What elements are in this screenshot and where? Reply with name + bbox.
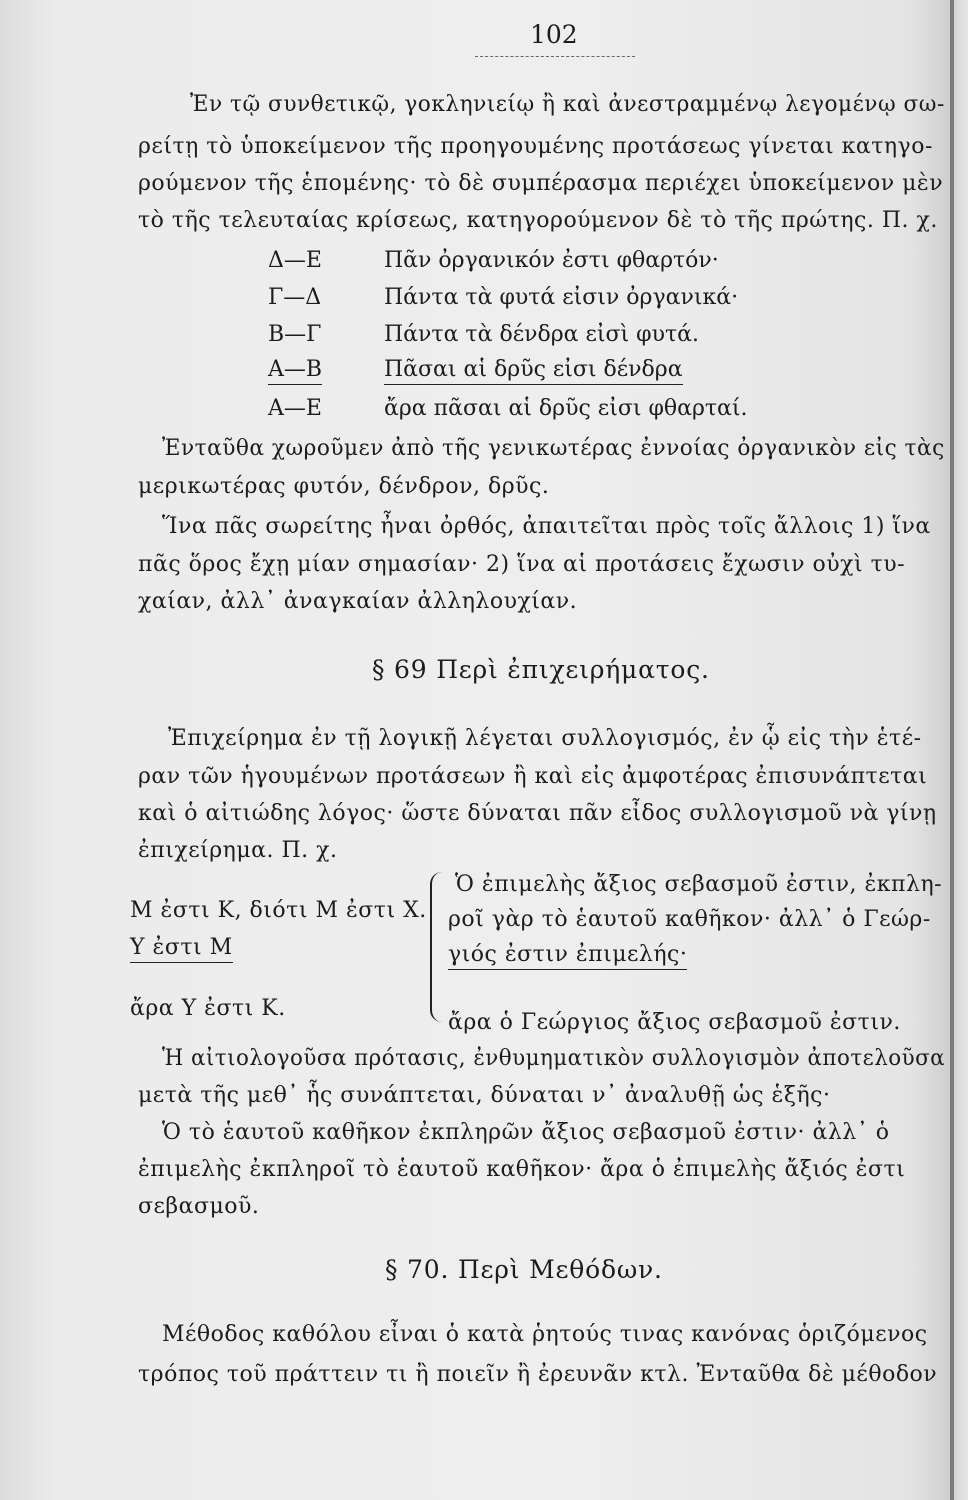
sorites-letters-2: Γ—Δ	[268, 285, 322, 310]
sorites-letters-3: Β—Γ	[268, 322, 322, 347]
page-edge	[950, 0, 954, 1500]
para4-line-4: ἐπιχείρημα. Π. χ.	[138, 838, 338, 863]
para3-line-2: πᾶς ὅρος ἔχῃ μίαν σημασίαν· 2) ἵνα αἱ προτάσεις ἔχωσιν οὐχὶ τυ-	[138, 552, 906, 577]
epi-right-line-1: Ὁ ἐπιμελὴς ἄξιος σεβασμοῦ ἐστιν, ἐκπλη-	[455, 872, 943, 897]
epi-right-line-4: ἄρα ὁ Γεώργιος ἄξιος σεβασμοῦ ἐστιν.	[448, 1010, 901, 1035]
epi-left-line-2: Υ ἐστι Μ	[130, 935, 233, 963]
para6-line-2: τρόπος τοῦ πράττειν τι ἢ ποιεῖν ἢ ἐρευνᾶν κτλ. Ἐνταῦθα δὲ μέθοδον	[138, 1362, 938, 1387]
para6-line-1: Μέθοδος καθόλου εἶναι ὁ κατὰ ῥητούς τινας κανόνας ὁριζόμενος	[162, 1322, 928, 1347]
sorites-text-4: Πᾶσαι αἱ δρῦς εἰσι δένδρα	[384, 357, 683, 385]
epi-right-line-3: γιός ἐστιν ἐπιμελής·	[448, 942, 687, 970]
section-69-heading: § 69 Περὶ ἐπιχειρήματος.	[372, 655, 710, 684]
epi-left-line-3: ἄρα Υ ἐστι Κ.	[130, 996, 286, 1021]
sorites-letters-4: Α—Β	[268, 357, 322, 385]
epi-left-line-1: Μ ἐστι Κ, διότι Μ ἐστι Χ.	[130, 898, 427, 923]
sorites-text-2: Πάντα τὰ φυτά εἰσιν ὀργανικά·	[384, 285, 739, 310]
curly-bracket	[430, 872, 446, 1022]
para1-line-2: ρείτῃ τὸ ὑποκείμενον τῆς προηγουμένης προτάσεως γίνεται κατηγο-	[138, 134, 933, 159]
para5-line-5: σεβασμοῦ.	[138, 1194, 260, 1219]
para5-line-1: Ἡ αἰτιολογοῦσα πρότασις, ἐνθυμηματικὸν συλλογισμὸν ἀποτελοῦσα	[162, 1046, 946, 1071]
para5-line-2: μετὰ τῆς μεθ᾽ ἧς συνάπτεται, δύναται ν᾽ ἀναλυθῇ ὡς ἑξῆς·	[138, 1083, 831, 1108]
para2-line-2: μερικωτέρας φυτόν, δένδρον, δρῦς.	[138, 474, 550, 499]
para3-line-3: χαίαν, ἀλλ᾽ ἀναγκαίαν ἀλληλουχίαν.	[138, 589, 578, 614]
sorites-text-3: Πάντα τὰ δένδρα εἰσὶ φυτά.	[384, 322, 699, 347]
sorites-text-5: ἄρα πᾶσαι αἱ δρῦς εἰσι φθαρταί.	[384, 396, 748, 421]
para5-line-3: Ὁ τὸ ἑαυτοῦ καθῆκον ἐκπληρῶν ἄξιος σεβασμοῦ ἐστιν· ἀλλ᾽ ὁ	[162, 1120, 890, 1145]
header-rule	[475, 56, 635, 57]
para4-line-1: Ἐπιχείρημα ἐν τῇ λογικῇ λέγεται συλλογισμός, ἐν ᾧ εἰς τὴν ἑτέ-	[168, 726, 922, 751]
para1-line-1: Ἐν τῷ συνθετικῷ, γοκληνιείῳ ἢ καὶ ἀνεστραμμένῳ λεγομένῳ σω-	[190, 92, 945, 117]
para3-line-1: Ἵνα πᾶς σωρείτης ἦναι ὀρθός, ἀπαιτεῖται πρὸς τοῖς ἄλλοις 1) ἵνα	[162, 514, 931, 539]
page-number: 102	[530, 20, 578, 49]
para1-line-3: ρούμενον τῆς ἑπομένης· τὸ δὲ συμπέρασμα περιέχει ὑποκείμενον μὲν	[138, 171, 944, 196]
para2-line-1: Ἐνταῦθα χωροῦμεν ἀπὸ τῆς γενικωτέρας ἐννοίας ὀργανικὸν εἰς τὰς	[162, 436, 945, 461]
para4-line-3: καὶ ὁ αἰτιώδης λόγος· ὥστε δύναται πᾶν εἶδος συλλογισμοῦ νὰ γίνῃ	[138, 801, 937, 826]
epi-right-line-2: ροῖ γὰρ τὸ ἑαυτοῦ καθῆκον· ἀλλ᾽ ὁ Γεώρ-	[448, 907, 931, 932]
para4-line-2: ραν τῶν ἡγουμένων προτάσεων ἢ καὶ εἰς ἀμφοτέρας ἐπισυνάπτεται	[138, 764, 928, 789]
para5-line-4: ἐπιμελὴς ἐκπληροῖ τὸ ἑαυτοῦ καθῆκον· ἄρα ὁ ἐπιμελὴς ἄξιός ἐστι	[138, 1157, 906, 1182]
para1-line-4: τὸ τῆς τελευταίας κρίσεως, κατηγορούμενον δὲ τὸ τῆς πρώτης. Π. χ.	[138, 208, 938, 233]
sorites-text-1: Πᾶν ὀργανικόν ἐστι φθαρτόν·	[384, 248, 719, 273]
sorites-letters-5: Α—Ε	[268, 396, 322, 421]
sorites-letters-1: Δ—Ε	[268, 248, 322, 273]
section-70-heading: § 70. Περὶ Μεθόδων.	[385, 1255, 663, 1284]
